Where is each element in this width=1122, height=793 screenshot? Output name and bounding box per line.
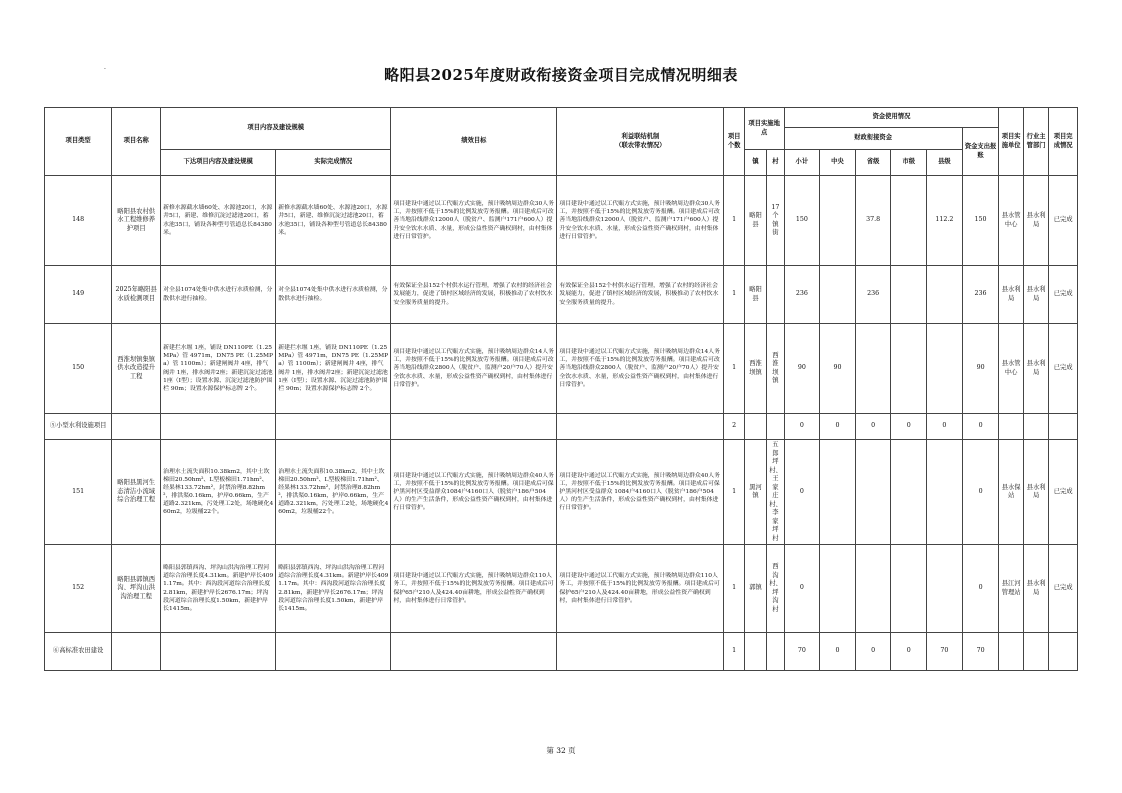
cell-subtotal: 0 [784,440,820,545]
header-status: 项目完成情况 [1049,108,1078,176]
cell-town: 黑河镇 [744,440,766,545]
cell-dept: 县水利局 [1023,266,1048,324]
cell-central [820,545,856,633]
page-number: 第 32 页 [546,746,576,755]
header-benefit-line2: （联农带农情况） [615,141,666,149]
cell-central [820,440,856,545]
section-subtotal: 0 [784,414,820,440]
cell-plan: 新建拦水堰 1座，铺设 DN110PE（1.25MPa）管 4971m，DN75 PE（1.25MPa）管 1100m）；新建闸阀井 4座，排气阀井 1座，排水阀井2座；新建沉淀过滤池1座（Ⅰ型）；设置水源、沉淀过滤池防护围栏 90m；设置水源保护标志牌 2个。 [161,324,276,414]
cell-plan: 对全县1074处集中供水进行水质检测，分散供水进行抽检。 [161,266,276,324]
cell-county [927,545,963,633]
cell-status: 已完成 [1049,266,1078,324]
cell-county [927,266,963,324]
section-county: 70 [927,633,963,671]
section-central: 0 [820,414,856,440]
cell-province: 236 [855,266,891,324]
cell-village [767,266,784,324]
cell-unit: 县水保站 [999,440,1023,545]
section-province: 0 [855,633,891,671]
header-central: 中央 [820,150,856,176]
cell-province: 37.8 [855,176,891,266]
header-unit: 项目实施单位 [999,108,1023,176]
cell-city [891,440,927,545]
header-benefit [557,108,724,176]
section-row [45,414,1078,440]
header-project-name: 项目名称 [112,108,161,176]
cell-province [855,324,891,414]
cell-town: 略阳县 [744,176,766,266]
header-paid: 资金支出报账 [962,128,999,176]
header-plan: 下达项目内容及建设规模 [161,150,276,176]
cell-dept: 县水利局 [1023,324,1048,414]
section-province: 0 [855,414,891,440]
section-label: ⑤小型水利设施项目 [45,414,112,440]
corner-mark: . [104,64,106,71]
section-paid: 0 [962,414,999,440]
cell-city [891,324,927,414]
cell-town: 郭镇 [744,545,766,633]
cell-paid: 0 [962,440,999,545]
cell-performance: 项目建设中通过以工代赈方式实施，预计吸纳周边群众110人务工，并按照不低于15%的比例发放劳务报酬。项目建成后可保护65户210人及424.40亩耕地，形成公益性资产确权到村，由村集体进行日常管护。 [391,545,557,633]
cell-name: 2025年略阳县水质检测项目 [112,266,161,324]
cell-city [891,176,927,266]
cell-plan: 略阳县郭镇西沟、坪沟山洪沟治理工程河道综合治理长度4.31km。新建护岸长4091.17m。其中：西沟段河道综合治理长度2.81km，新建护岸长2676.17m；坪沟段河道综合治理长度1.50km，新建护岸长1415m。 [161,545,276,633]
page-title: 略阳县2025年度财政衔接资金项目完成情况明细表 [384,66,738,84]
cell-subtotal: 0 [784,545,820,633]
cell-actual: 对全县1074处集中供水进行水质检测，分散供水进行抽检。 [276,266,391,324]
cell-actual: 治理水土流失面积10.38km2，其中土坎梯田20.50hm²、L型板梯田1.71hm²、经果林133.72hm²，封禁治理8.82hm²，排洪渠0.16km，护岸0.66km，生产道路2.321km，污处理工2处，场地硬化460m2，垃圾桶22个。 [276,440,391,545]
cell-unit: 县江河管理站 [999,545,1023,633]
cell-benefit: 有效保证全县152个村供水运行管理，增强了农村的经济社会发展能力，促进了镇村区域经济的发展，积极推动了农村饮水安全服务质量的提升。 [557,266,724,324]
header-subtotal: 小计 [784,150,820,176]
cell-subtotal: 90 [784,324,820,414]
cell-subtotal: 150 [784,176,820,266]
cell-central [820,266,856,324]
cell-actual: 略阳县郭镇西沟、坪沟山洪沟治理工程河道综合治理长度4.31km。新建护岸长4091.17m。其中：西沟段河道综合治理长度2.81km，新建护岸长2676.17m；坪沟段河道综合治理长度1.50km，新建护岸长1415m。 [276,545,391,633]
cell-county [927,440,963,545]
header-funds: 资金使用情况 [784,108,999,128]
table-row [45,266,1078,324]
cell-status: 已完成 [1049,176,1078,266]
cell-city [891,545,927,633]
cell-plan: 新修水源截水墙60处、水源池20口，水源井5口，新建、维修沉淀过滤池20口，蓄水池35口，铺设各种型号管道总长84380米。 [161,176,276,266]
cell-type: 148 [45,176,112,266]
section-count: 1 [724,633,744,671]
cell-village: 17个镇街 [767,176,784,266]
cell-count: 1 [724,266,744,324]
cell-county: 112.2 [927,176,963,266]
header-village: 村 [767,150,784,176]
header-dept: 行业主管部门 [1023,108,1048,176]
cell-unit: 县水利局 [999,266,1023,324]
header-county: 县级 [927,150,963,176]
cell-type: 150 [45,324,112,414]
cell-actual: 新建拦水堰 1座，铺设 DN110PE（1.25MPa）管 4971m，DN75 PE（1.25MPa）管 1100m）；新建闸阀井 4座，排气阀井 1座，排水阀井2座；新建沉淀过滤池1座（Ⅰ型）；设置水源、沉淀过滤池防护围栏 90m；设置水源保护标志牌 2个。 [276,324,391,414]
cell-benefit: 项目建设中通过以工代赈方式实施，预计吸纳周边群众110人务工，并按照不低于15%的比例发放劳务报酬。项目建成后可保护65户210人及424.40亩耕地，形成公益性资产确权到村，由村集体进行日常管护。 [557,545,724,633]
header-actual: 实际完成情况 [276,150,391,176]
cell-name: 略阳县黑河生态清洁小流域综合治理工程 [112,440,161,545]
section-central: 0 [820,633,856,671]
cell-unit: 县水管中心 [999,324,1023,414]
cell-province [855,545,891,633]
cell-benefit: 项目建设中通过以工代赈方式实施，预计吸纳周边群众14人务工，并按照不低于15%的比例发放劳务报酬。项目建成后可改善当地沿线群众2800人（脱贫户、监测户20户70人）提升安全饮水水质、水量，形成公益性资产确权到村，由村集体进行日常管护。 [557,324,724,414]
table-row [45,440,1078,545]
section-city: 0 [891,414,927,440]
cell-paid: 0 [962,545,999,633]
cell-central [820,176,856,266]
cell-dept: 县水利局 [1023,440,1048,545]
cell-town: 略阳县 [744,266,766,324]
cell-name: 西淮坝镇集镇供水改造提升工程 [112,324,161,414]
table-row [45,176,1078,266]
header-location: 项目实施地点 [744,108,784,150]
cell-type: 152 [45,545,112,633]
cell-paid: 150 [962,176,999,266]
header-fiscal: 财政衔接资金 [784,128,962,150]
cell-village: 西淮坝镇 [767,324,784,414]
cell-actual: 新修水源截水墙60处、水源池20口，水源井5口，新建、维修沉淀过滤池20口，蓄水池35口，铺设各种型号管道总长84380米。 [276,176,391,266]
cell-type: 149 [45,266,112,324]
table-row [45,324,1078,414]
cell-name: 略阳县郭镇西沟、坪沟山洪沟治理工程 [112,545,161,633]
cell-status: 已完成 [1049,545,1078,633]
cell-subtotal: 236 [784,266,820,324]
cell-count: 1 [724,176,744,266]
cell-count: 1 [724,440,744,545]
header-project-type: 项目类型 [45,108,112,176]
cell-dept: 县水利局 [1023,176,1048,266]
header-province: 省级 [855,150,891,176]
section-subtotal: 70 [784,633,820,671]
cell-province [855,440,891,545]
header-city: 市级 [891,150,927,176]
cell-village: 五郎坪村、王家庄村、李家坪村 [767,440,784,545]
header-count: 项目个数 [724,108,744,176]
cell-central: 90 [820,324,856,414]
cell-performance: 项目建设中通过以工代赈方式实施，预计吸纳周边群众14人务工，并按照不低于15%的比例发放劳务报酬。项目建成后可改善当地沿线群众2800人（脱贫户、监测户20户70人）提升安全饮水水质、水量，形成公益性资产确权到村，由村集体进行日常管护。 [391,324,557,414]
section-count: 2 [724,414,744,440]
header-content: 项目内容及建设规模 [161,108,391,150]
section-row [45,633,1078,671]
table-row [45,545,1078,633]
cell-dept: 县水利局 [1023,545,1048,633]
cell-count: 1 [724,324,744,414]
cell-paid: 236 [962,266,999,324]
cell-town: 西淮坝镇 [744,324,766,414]
cell-city [891,266,927,324]
cell-performance: 项目建设中通过以工代赈方式实施，预计吸纳周边群众40人务工，并按照不低于15%的比例发放劳务报酬。项目建成后可保护黑河村区受益群众1084户4160口人（脱贫户186户504人）的生产生活条件，形成公益性资产确权到村，由村集体进行日常管护。 [391,440,557,545]
funds-detail-table [44,107,1078,671]
cell-plan: 治理水土流失面积10.38km2，其中土坎梯田20.50hm²、L型板梯田1.71hm²、经果林133.72hm²，封禁治理8.82hm²，排洪渠0.16km，护岸0.66km，生产道路2.321km，污处理工2处，场地硬化460m2，垃圾桶22个。 [161,440,276,545]
section-label: ⑥高标准农田建设 [45,633,112,671]
cell-name: 略阳县农村供水工程维修养护项目 [112,176,161,266]
header-benefit-line1: 利益联结机制 [621,133,660,140]
cell-village: 西沟村、坪沟村 [767,545,784,633]
cell-paid: 90 [962,324,999,414]
section-city: 0 [891,633,927,671]
header-performance: 绩效目标 [391,108,557,176]
cell-performance: 项目建设中通过以工代赈方式实施，预计吸纳周边群众30人务工，并按照不低于15%的比例发放劳务报酬。项目建成后可改善当地沿线群众12000人（脱贫户、监测户171户600人）提升安全饮水水质、水量，形成公益性资产确权到村，由村集体进行日常管护。 [391,176,557,266]
section-paid: 70 [962,633,999,671]
cell-status: 已完成 [1049,440,1078,545]
cell-benefit: 项目建设中通过以工代赈方式实施，预计吸纳周边群众30人务工，并按照不低于15%的比例发放劳务报酬。项目建成后可改善当地沿线群众12000人（脱贫户、监测户171户600人）提升安全饮水水质、水量，形成公益性资产确权到村，由村集体进行日常管护。 [557,176,724,266]
cell-type: 151 [45,440,112,545]
cell-county [927,324,963,414]
cell-performance: 有效保证全县152个村供水运行管理，增强了农村的经济社会发展能力，促进了镇村区域经济的发展，积极推动了农村饮水安全服务质量的提升。 [391,266,557,324]
cell-status: 已完成 [1049,324,1078,414]
cell-unit: 县水管中心 [999,176,1023,266]
cell-benefit: 项目建设中通过以工代赈方式实施，预计吸纳周边群众40人务工，并按照不低于15%的比例发放劳务报酬。项目建成后可保护黑河村区受益群众 1084户4160口人（脱贫户186户504人）的生产生活条件，形成公益性资产确权到村，由村集体进行日常管护。 [557,440,724,545]
section-county: 0 [927,414,963,440]
cell-count: 1 [724,545,744,633]
header-town: 镇 [744,150,766,176]
